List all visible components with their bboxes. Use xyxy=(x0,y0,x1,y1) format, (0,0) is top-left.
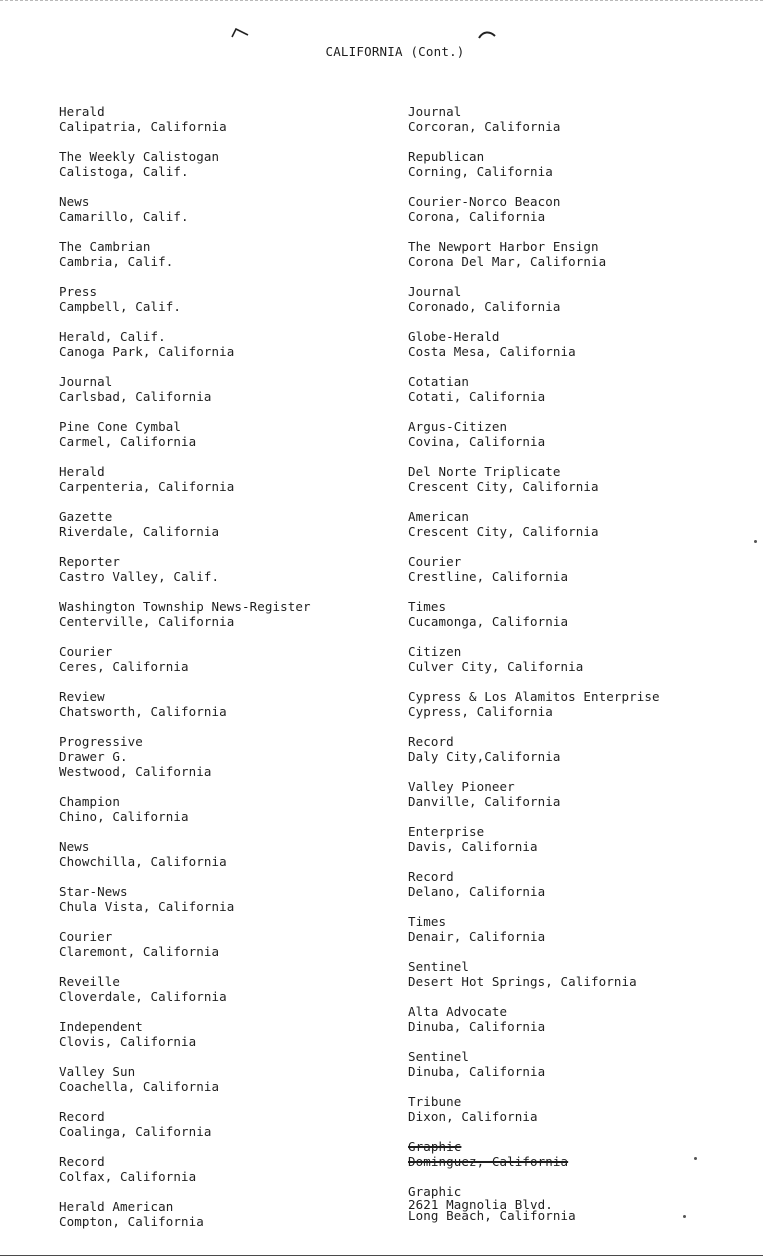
newspaper-name: Cotatian xyxy=(408,374,470,389)
newspaper-location: Covina, California xyxy=(408,434,546,449)
listing-entry xyxy=(59,839,389,869)
newspaper-name: Star-News xyxy=(59,884,128,899)
page-title: CALIFORNIA (Cont.) xyxy=(325,44,465,59)
listing-entry xyxy=(408,284,758,314)
newspaper-location: Compton, California xyxy=(59,1214,204,1229)
newspaper-location: Chino, California xyxy=(59,809,189,824)
listing-entry xyxy=(59,1064,389,1094)
newspaper-name: Del Norte Triplicate xyxy=(408,464,561,479)
listing-entry xyxy=(408,509,758,539)
newspaper-location: Colfax, California xyxy=(59,1169,197,1184)
newspaper-name: Argus-Citizen xyxy=(408,419,508,434)
newspaper-location: Cloverdale, California xyxy=(59,989,227,1004)
listing-entry xyxy=(408,104,758,134)
listing-entry xyxy=(59,734,389,779)
newspaper-location: Crescent City, California xyxy=(408,524,599,539)
listing-entry xyxy=(408,644,758,674)
newspaper-name: Pine Cone Cymbal xyxy=(59,419,182,434)
newspaper-location: Daly City,California xyxy=(408,749,561,764)
listing-entry xyxy=(408,1139,758,1169)
listing-entry xyxy=(59,149,389,179)
newspaper-location: Castro Valley, Calif. xyxy=(59,569,220,584)
newspaper-name: Review xyxy=(59,689,105,704)
listing-entry xyxy=(408,194,758,224)
newspaper-name: Republican xyxy=(408,149,485,164)
newspaper-name: Herald American xyxy=(59,1199,174,1214)
newspaper-location: Carpenteria, California xyxy=(59,479,235,494)
listing-entry xyxy=(408,1004,758,1034)
newspaper-location: Cucamonga, California xyxy=(408,614,569,629)
paper-speck xyxy=(694,1157,697,1160)
newspaper-name: Courier xyxy=(59,644,113,659)
newspaper-name: Sentinel xyxy=(408,1049,470,1064)
newspaper-name: Gazette xyxy=(59,509,113,524)
newspaper-location: Dinuba, California xyxy=(408,1019,546,1034)
listing-entry xyxy=(408,914,758,944)
newspaper-name: Courier xyxy=(59,929,113,944)
newspaper-address: 2621 Magnolia Blvd. xyxy=(408,1197,553,1212)
left-column xyxy=(59,104,389,1244)
listing-entry xyxy=(59,284,389,314)
newspaper-name: Citizen xyxy=(408,644,462,659)
newspaper-name: Herald xyxy=(59,464,105,479)
listing-entry xyxy=(408,419,758,449)
listing-entry xyxy=(59,974,389,1004)
newspaper-name: Washington Township News-Register xyxy=(59,599,311,614)
newspaper-location: Camarillo, Calif. xyxy=(59,209,189,224)
newspaper-name: Sentinel xyxy=(408,959,470,974)
newspaper-name: Independent xyxy=(59,1019,143,1034)
newspaper-location: Chatsworth, California xyxy=(59,704,227,719)
newspaper-location: Denair, California xyxy=(408,929,546,944)
newspaper-location: Dinuba, California xyxy=(408,1064,546,1079)
newspaper-name: Herald xyxy=(59,104,105,119)
newspaper-location: Dominguez, California xyxy=(408,1154,569,1169)
listing-entry xyxy=(408,689,758,719)
listing-entry xyxy=(59,374,389,404)
newspaper-name: Tribune xyxy=(408,1094,462,1109)
listing-entry xyxy=(59,329,389,359)
listing-entry xyxy=(408,554,758,584)
newspaper-address: Drawer G. xyxy=(59,749,128,764)
listing-entry xyxy=(59,419,389,449)
newspaper-location: Calistoga, Calif. xyxy=(59,164,189,179)
listing-entry xyxy=(408,734,758,764)
listing-entry xyxy=(59,1019,389,1049)
newspaper-location: Culver City, California xyxy=(408,659,584,674)
newspaper-location: Long Beach, California xyxy=(408,1208,576,1223)
newspaper-name: Cypress & Los Alamitos Enterprise xyxy=(408,689,660,704)
newspaper-name: Progressive xyxy=(59,734,143,749)
newspaper-name: Reveille xyxy=(59,974,121,989)
newspaper-location: Ceres, California xyxy=(59,659,189,674)
listing-entry xyxy=(408,149,758,179)
newspaper-name: Record xyxy=(408,869,454,884)
newspaper-location: Chula Vista, California xyxy=(59,899,235,914)
listing-entry xyxy=(408,779,758,809)
newspaper-name: Journal xyxy=(408,284,462,299)
newspaper-name: Press xyxy=(59,284,98,299)
newspaper-location: Canoga Park, California xyxy=(59,344,235,359)
newspaper-location: Dixon, California xyxy=(408,1109,538,1124)
listing-entry xyxy=(59,1109,389,1139)
newspaper-name: American xyxy=(408,509,470,524)
listing-entry xyxy=(59,929,389,959)
newspaper-location: Corona Del Mar, California xyxy=(408,254,607,269)
listing-entry xyxy=(59,1199,389,1229)
listing-entry xyxy=(408,599,758,629)
newspaper-location: Corona, California xyxy=(408,209,546,224)
newspaper-name: Courier-Norco Beacon xyxy=(408,194,561,209)
newspaper-name: Enterprise xyxy=(408,824,485,839)
pen-mark xyxy=(478,30,496,40)
newspaper-location: Crestline, California xyxy=(408,569,569,584)
listing-entry xyxy=(408,959,758,989)
listing-entry xyxy=(59,599,389,629)
newspaper-name: Graphic xyxy=(408,1139,462,1154)
newspaper-location: Cypress, California xyxy=(408,704,553,719)
newspaper-name: Journal xyxy=(59,374,113,389)
newspaper-location: Cotati, California xyxy=(408,389,546,404)
newspaper-location: Coalinga, California xyxy=(59,1124,212,1139)
listing-entry xyxy=(59,464,389,494)
newspaper-location: Coachella, California xyxy=(59,1079,220,1094)
newspaper-location: Coronado, California xyxy=(408,299,561,314)
newspaper-name: Herald, Calif. xyxy=(59,329,166,344)
listing-entry xyxy=(408,1049,758,1079)
newspaper-location: Davis, California xyxy=(408,839,538,854)
newspaper-name: Alta Advocate xyxy=(408,1004,508,1019)
newspaper-name: News xyxy=(59,194,90,209)
listing-entry xyxy=(59,239,389,269)
newspaper-name: Valley Pioneer xyxy=(408,779,515,794)
listing-entry xyxy=(408,464,758,494)
bottom-rule xyxy=(0,1255,763,1256)
newspaper-location: Chowchilla, California xyxy=(59,854,227,869)
listing-entry xyxy=(408,1184,758,1221)
newspaper-name: Courier xyxy=(408,554,462,569)
newspaper-name: News xyxy=(59,839,90,854)
newspaper-location: Cambria, Calif. xyxy=(59,254,174,269)
listing-entry xyxy=(59,689,389,719)
newspaper-location: Delano, California xyxy=(408,884,546,899)
paper-speck xyxy=(683,1215,686,1218)
listing-entry xyxy=(59,1154,389,1184)
newspaper-name: The Newport Harbor Ensign xyxy=(408,239,599,254)
newspaper-name: The Cambrian xyxy=(59,239,151,254)
newspaper-location: Claremont, California xyxy=(59,944,220,959)
listing-entry xyxy=(59,509,389,539)
newspaper-location: Campbell, Calif. xyxy=(59,299,182,314)
newspaper-location: Centerville, California xyxy=(59,614,235,629)
listing-entry xyxy=(59,644,389,674)
newspaper-name: Record xyxy=(408,734,454,749)
listing-entry xyxy=(408,824,758,854)
listing-entry xyxy=(59,794,389,824)
newspaper-location: Costa Mesa, California xyxy=(408,344,576,359)
newspaper-name: Globe-Herald xyxy=(408,329,500,344)
newspaper-location: Corning, California xyxy=(408,164,553,179)
newspaper-location: Calipatria, California xyxy=(59,119,227,134)
newspaper-name: Champion xyxy=(59,794,121,809)
newspaper-name: Record xyxy=(59,1154,105,1169)
newspaper-name: Times xyxy=(408,599,447,614)
newspaper-location: Danville, California xyxy=(408,794,561,809)
newspaper-name: Graphic xyxy=(408,1184,462,1199)
newspaper-location: Crescent City, California xyxy=(408,479,599,494)
listing-entry xyxy=(59,194,389,224)
listing-entry xyxy=(408,329,758,359)
paper-speck xyxy=(754,540,757,543)
newspaper-location: Carmel, California xyxy=(59,434,197,449)
newspaper-location: Clovis, California xyxy=(59,1034,197,1049)
newspaper-location: Riverdale, California xyxy=(59,524,220,539)
newspaper-location: Carlsbad, California xyxy=(59,389,212,404)
pen-mark xyxy=(231,28,249,38)
listing-entry xyxy=(408,239,758,269)
newspaper-location: Desert Hot Springs, California xyxy=(408,974,637,989)
newspaper-location: Corcoran, California xyxy=(408,119,561,134)
listing-entry xyxy=(59,884,389,914)
newspaper-name: The Weekly Calistogan xyxy=(59,149,220,164)
listing-entry xyxy=(408,374,758,404)
listing-entry xyxy=(59,104,389,134)
newspaper-name: Valley Sun xyxy=(59,1064,136,1079)
newspaper-name: Journal xyxy=(408,104,462,119)
listing-entry xyxy=(408,1094,758,1124)
listing-entry xyxy=(408,869,758,899)
newspaper-name: Reporter xyxy=(59,554,121,569)
page-perforation xyxy=(0,0,763,3)
newspaper-location: Westwood, California xyxy=(59,764,212,779)
right-column xyxy=(408,104,758,1236)
newspaper-name: Record xyxy=(59,1109,105,1124)
newspaper-name: Times xyxy=(408,914,447,929)
listing-entry xyxy=(59,554,389,584)
